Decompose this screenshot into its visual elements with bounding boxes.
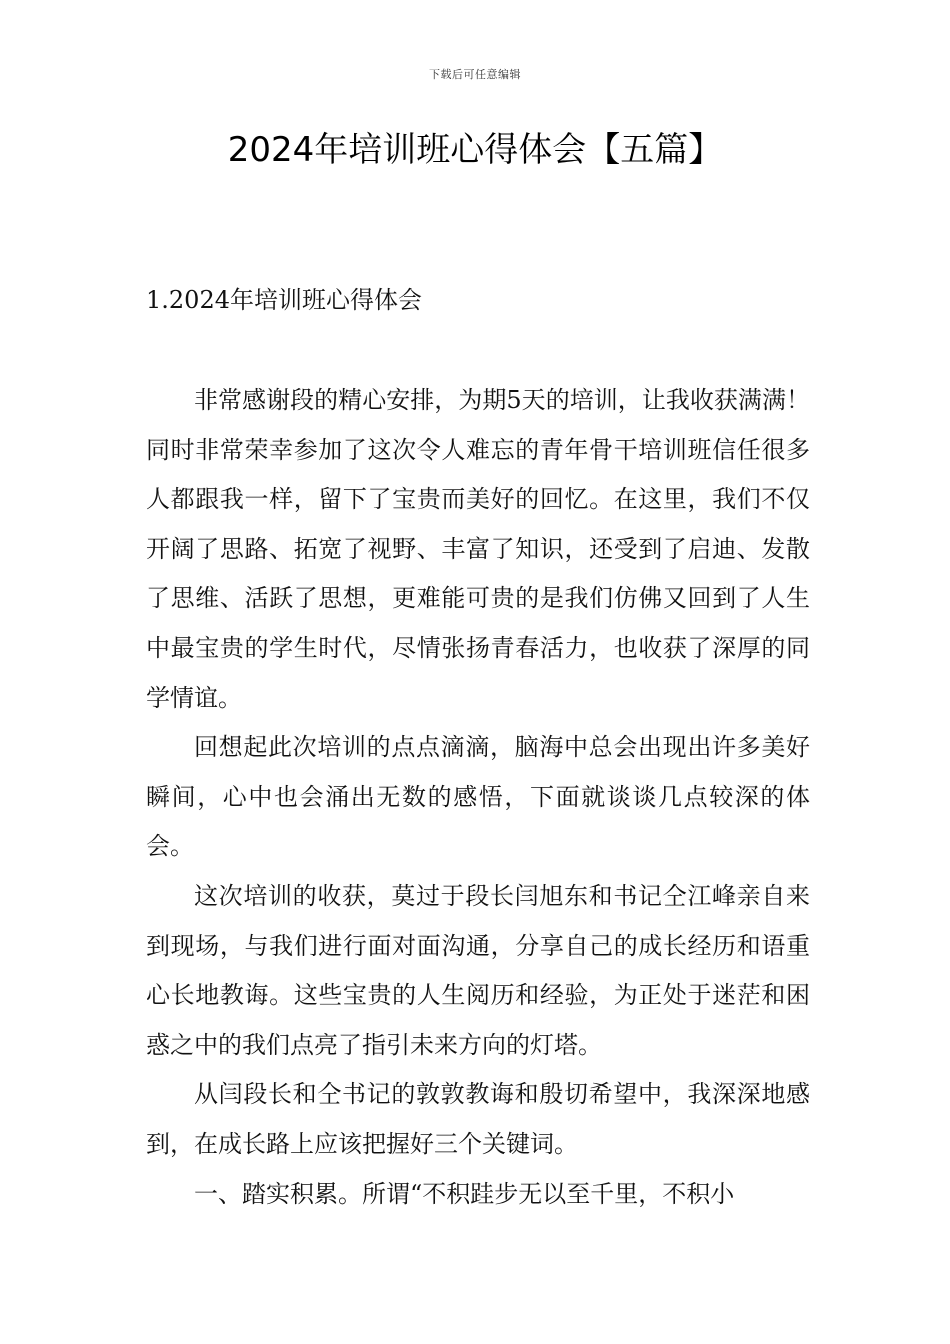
paragraph: 一、踏实积累。所谓“不积跬步无以至千里，不积小 [194,1179,735,1208]
header-note: 下载后可任意编辑 [429,68,521,81]
paragraph: 从闫段长和仝书记的敦敦教诲和殷切希望中，我深深地感到，在成长路上应该把握好三个关键词。 [146,1080,810,1158]
body-text [146,376,810,1219]
document-title: 2024年培训班心得体会【五篇】 [227,130,723,170]
section-heading: 1.2024年培训班心得体会 [146,286,422,314]
paragraph: 非常感谢段的精心安排，为期5天的培训，让我收获满满！同时非常荣幸参加了这次令人难忘的青年骨干培训班信任很多人都跟我一样，留下了宝贵而美好的回忆。在这里，我们不仅开阔了思路、拓宽了视野、丰富了知识，还受到了启迪、发散了思维、活跃了思想，更难能可贵的是我们仿佛又回到了人生中最宝贵的学生时代，尽情张扬青春活力，也收获了深厚的同学情谊。 [146,386,810,712]
paragraph: 这次培训的收获，莫过于段长闫旭东和书记仝江峰亲自来到现场，与我们进行面对面沟通，分享自己的成长经历和语重心长地教诲。这些宝贵的人生阅历和经验，为正处于迷茫和困惑之中的我们点亮了指引未来方向的灯塔。 [146,881,810,1059]
paragraph: 回想起此次培训的点点滴滴，脑海中总会出现出许多美好瞬间，心中也会涌出无数的感悟，下面就谈谈几点较深的体会。 [146,733,810,861]
